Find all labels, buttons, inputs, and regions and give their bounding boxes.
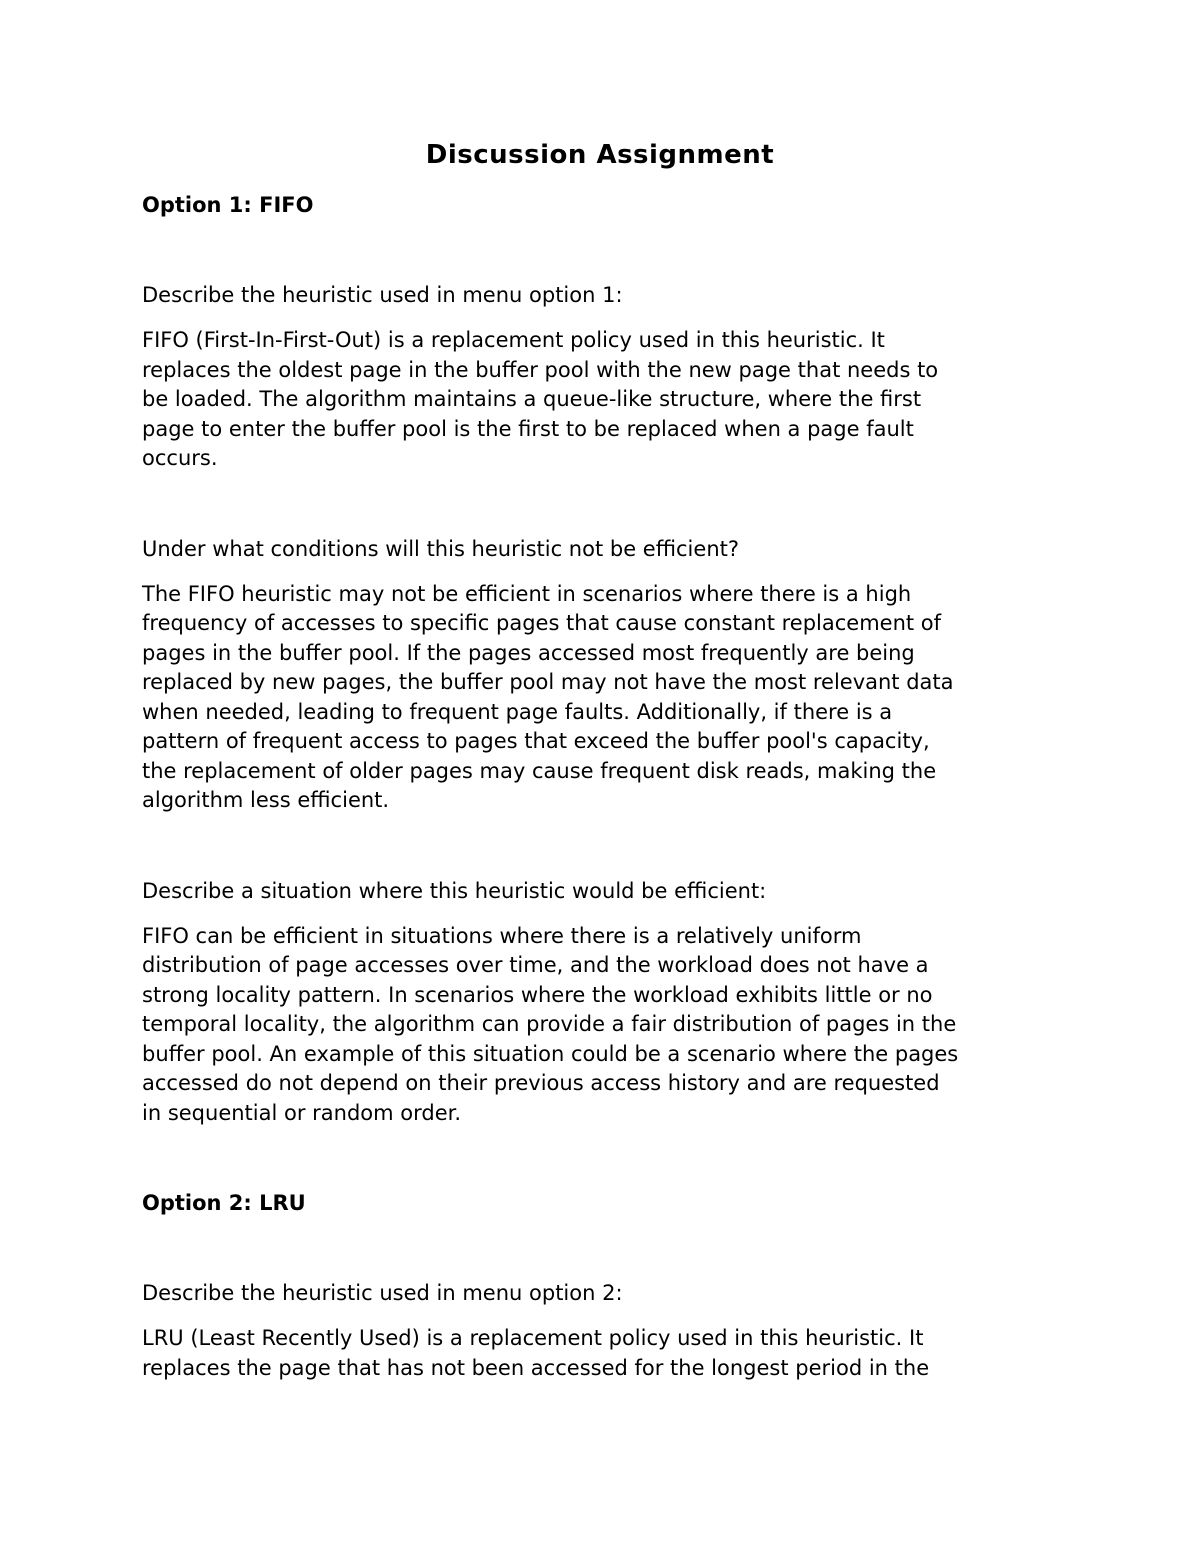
answer-line: the replacement of older pages may cause frequent disk reads, making the (142, 758, 937, 783)
answer-line: replaces the oldest page in the buffer pool with the new page that needs to (142, 357, 939, 382)
option-2-answer-1 (142, 1324, 1072, 1383)
answer-line: buffer pool. An example of this situation could be a scenario where the pages (142, 1041, 959, 1066)
answer-line: replaces the page that has not been accessed for the longest period in the (142, 1355, 930, 1380)
option-1-answer-3 (142, 922, 1072, 1129)
option-2-question-1: Describe the heuristic used in menu option 2: (142, 1281, 623, 1305)
answer-line: The FIFO heuristic may not be efficient in scenarios where there is a high (142, 581, 912, 606)
answer-line: algorithm less efficient. (142, 788, 390, 812)
answer-line: strong locality pattern. In scenarios where the workload exhibits little or no (142, 982, 933, 1007)
option-1-answer-1 (142, 326, 1072, 474)
answer-line: pages in the buffer pool. If the pages accessed most frequently are being (142, 640, 915, 665)
answer-line: replaced by new pages, the buffer pool may not have the most relevant data (142, 670, 954, 694)
answer-line: page to enter the buffer pool is the first to be replaced when a page fault (142, 416, 914, 441)
answer-line: be loaded. The algorithm maintains a queue-like structure, where the first (142, 387, 922, 411)
answer-line: FIFO can be efficient in situations where there is a relatively uniform (142, 923, 862, 948)
option-2-section (142, 1188, 1072, 1383)
answer-line: accessed do not depend on their previous access history and are requested (142, 1071, 940, 1095)
option-2-heading: Option 2: LRU (142, 1191, 306, 1215)
answer-line: when needed, leading to frequent page faults. Additionally, if there is a (142, 699, 893, 724)
answer-line: temporal locality, the algorithm can provide a fair distribution of pages in the (142, 1012, 957, 1036)
document-title: Discussion Assignment (425, 140, 775, 170)
option-1-section (142, 190, 1072, 1128)
option-1-question-1: Describe the heuristic used in menu option 1: (142, 283, 623, 307)
answer-line: distribution of page accesses over time, and the workload does not have a (142, 953, 929, 977)
answer-line: in sequential or random order. (142, 1100, 462, 1125)
answer-line: pattern of frequent access to pages that exceed the buffer pool's capacity, (142, 729, 930, 753)
option-1-question-3: Describe a situation where this heuristic would be efficient: (142, 878, 767, 903)
answer-line: frequency of accesses to specific pages that cause constant replacement of (142, 611, 942, 635)
answer-line: FIFO (First-In-First-Out) is a replacement policy used in this heuristic. It (142, 328, 885, 352)
answer-line: occurs. (142, 446, 218, 470)
option-1-heading: Option 1: FIFO (142, 193, 314, 217)
option-1-answer-2 (142, 580, 1072, 816)
answer-line: LRU (Least Recently Used) is a replacement policy used in this heuristic. It (142, 1326, 924, 1350)
option-1-question-2: Under what conditions will this heuristic not be efficient? (142, 536, 740, 561)
document-body (142, 190, 1072, 1383)
